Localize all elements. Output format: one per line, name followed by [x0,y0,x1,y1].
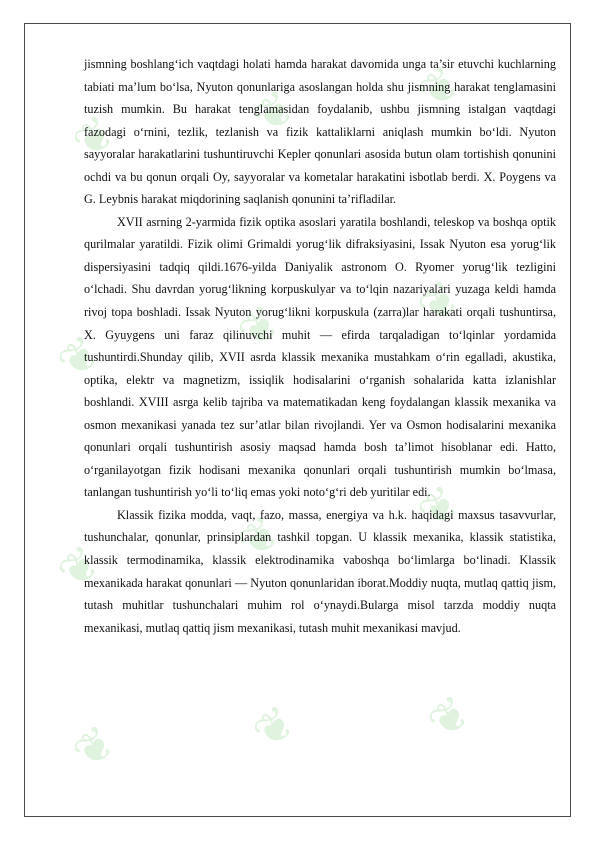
paragraph: Klassik fizika modda, vaqt, fazo, massa, energiya va h.k. haqidagi maxsus tasavvurlar, tushunchalar, qonunlar, prinsiplardan tashkil topgan. U klassik mexanika, klassik statistika, klassik termodinamika, klassik elektrodinamika vaboshqa bo‘limlarga bo‘linadi. Klassik mexanikada harakat qonunlari — Nyuton qonunlaridan iborat.Moddiy nuqta, mutlaq qattiq jism, tutash muhitlar tushunchalari muhim rol o‘ynaydi.Bularga misol tarzda moddiy nuqta mexanikasi, mutlaq qattiq jism mexanikasi, tutash muhit mexanikasi mavjud. [84,507,556,635]
watermark-icon: ❦ [242,694,306,760]
watermark-icon: ❦ [227,504,291,570]
watermark-icon: ❦ [242,79,306,145]
watermark-icon: ❦ [62,714,126,780]
watermark-icon: ❦ [62,104,126,170]
watermark-icon: ❦ [227,294,291,360]
watermark-icon: ❦ [47,324,111,390]
paragraph: jismning boshlang‘ich vaqtdagi holati hamda harakat davomida unga ta’sir etuvchi kuchlarning tabiati ma’lum bo‘lsa, Nyuton qonunlariga asoslangan holda shu jismning harakat tenglamasini tuzish mumkin. Bu harakat tenglamasidan foydalanib, ushbu jismning istalgan vaqtdagi fazodagi o‘rnini, tezlik, tezlanish va fizik kattaliklarni aniqlash mumkin bo‘ldi. Nyuton sayyoralar harakatlarini tushuntiruvchi Kepler qonunlari asosida butun olam tortishish qonunini ochdi va bu qonun orqali Oy, sayyoralar va kometalar harakatini isbotlab berdi. X. Poygens va G. Leybnis harakat miqdorining saqlanish qonunini ta’rifladilar. [84,57,556,207]
watermark-icon: ❦ [417,684,481,750]
watermark-icon: ❦ [407,474,471,540]
document-body [84,53,556,639]
paragraph: XVII asrning 2-yarmida fizik optika asoslari yaratila boshlandi, teleskop va boshqa optik qurilmalar yaratildi. Fizik olimi Grimaldi yorug‘lik difraksiyasini, Issak Nyuton esa yorug‘lik dispersiyasini tadqiq qildi.1676-yilda Daniyalik astronom O. Ryomer yorug‘lik tezligini o‘lchadi. Shu davrdan yorug‘likning korpuskulyar va to‘lqin nazariyalari yuzaga keldi hamda rivoj topa boshladi. Issak Nyuton yorug‘likni korpuskula (zarra)lar harakati orqali tushuntirsa, X. Gyuygens uni faraz qilinuvchi muhit — efirda tarqaladigan to‘lqinlar yordamida tushuntirdi.Shunday qilib, XVII asrda klassik mexanika mustahkam o‘rin egalladi, akustika, optika, elektr va magnetizm, issiqlik hodisalarini o‘rganish sohalarida katta izlanishlar boshlandi. XVIII asrga kelib tajriba va matematikadan keng foydalangan klassik mexanika va osmon mexanikasi yanada tez sur’atlar bilan rivojlandi. Yer va Osmon hodisalarini mexanika qonunlari orqali tushuntirish asosiy maqsad hamda bosh ta’limot hisoblanar edi. Hatto, o‘rganilayotgan fizik hodisani mexanika qonunlari orqali tushuntirish mumkin bo‘lmasa, tanlangan tushuntirish yo‘li to‘liq emas yoki noto‘g‘ri deb yuritilar edi. [84,214,556,500]
watermark-icon: ❦ [47,534,111,600]
watermark-icon: ❦ [407,54,471,120]
watermark-icon: ❦ [407,269,471,335]
